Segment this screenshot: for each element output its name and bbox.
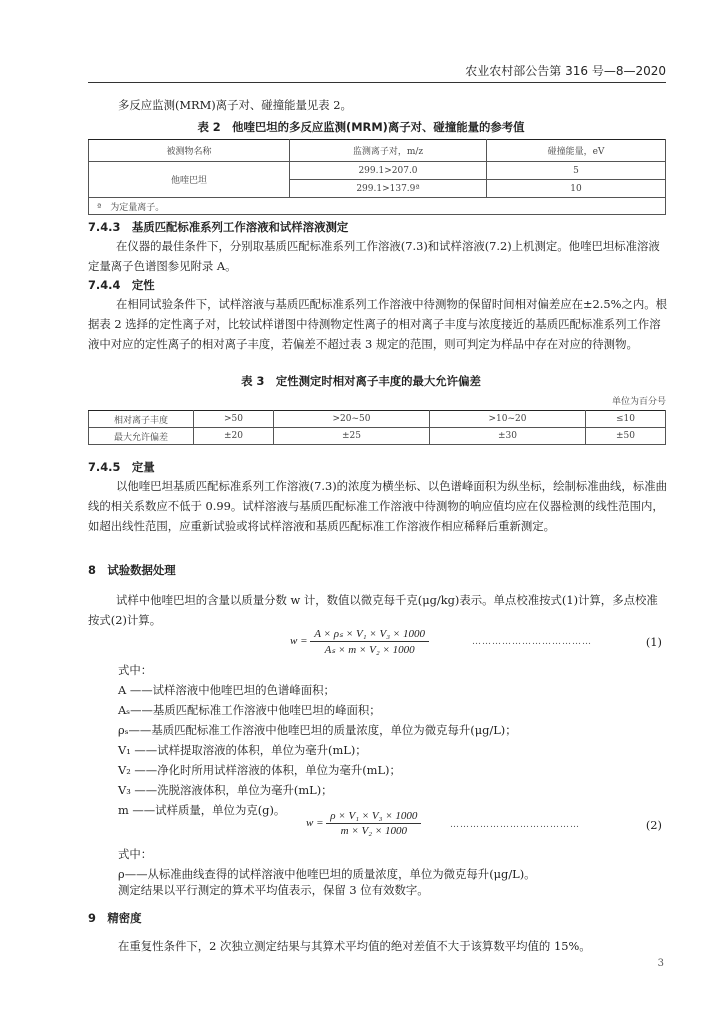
definition-As: Aₛ——基质匹配标准工作溶液中他喹巴坦的峰面积； [118, 703, 381, 717]
table2-header-ion-pair: 监测离子对，m/z [290, 140, 487, 162]
table2-analyte: 他喹巴坦 [89, 162, 290, 198]
table2-energy: 10 [487, 180, 666, 198]
table2-footnote: ª 为定量离子。 [89, 198, 666, 215]
definition-V3: V₃ ——洗脱溶液体积，单位为毫升(mL)； [118, 783, 333, 797]
formula-1-lhs: w = [290, 635, 308, 648]
intro-line: 多反应监测(MRM)离子对、碰撞能量见表 2。 [118, 98, 352, 112]
result-note: 测定结果以平行测定的算术平均值表示，保留 3 位有效数字。 [118, 883, 429, 897]
definition-m: m ——试样质量，单位为克(g)。 [118, 803, 286, 817]
table3-cell: ±25 [274, 428, 430, 445]
formula-1-leader: ……………………………… [472, 637, 592, 647]
where-label-2: 式中： [118, 847, 153, 861]
formula-2-denominator: m × V₂ × 1000 [340, 825, 407, 837]
formula-2-lhs: w = [306, 817, 324, 830]
table2-caption: 表 2 他喹巴坦的多反应监测(MRM)离子对、碰撞能量的参考值 [197, 120, 525, 134]
table3-cell: ±50 [586, 428, 666, 445]
section-8-title: 8 试验数据处理 [88, 563, 176, 577]
section-7-4-5-text: 以他喹巴坦基质匹配标准系列工作溶液(7.3)的浓度为横坐标、以色谱峰面积为纵坐标，绘制标准曲线，标准曲线的相关系数应不低于 0.99。试样溶液与基质匹配标准工作溶液中待测物的响应值均应在仪器检测的线性范围内，如超出线性范围，应重新试验或将试样溶液和基质匹配标准工作溶液作相应稀释后重新测定。 [88, 479, 667, 533]
section-7-4-4-title: 7.4.4 定性 [88, 278, 155, 292]
formula-2-number: (2) [645, 818, 662, 832]
table2-ion-pair: 299.1>207.0 [290, 162, 487, 180]
where-label: 式中： [118, 663, 153, 677]
formula-2-leader: ………………………………… [450, 820, 580, 830]
formula-1-number: (1) [645, 635, 662, 649]
table2 [88, 139, 666, 215]
definition-V2: V₂ ——净化时所用试样溶液的体积，单位为毫升(mL)； [118, 763, 401, 777]
formula-1-fraction [310, 627, 429, 656]
section-7-4-4-text: 在相同试验条件下，试样溶液与基质匹配标准系列工作溶液中待测物的保留时间相对偏差应在±2.5%之内。根据表 2 选择的定性离子对，比较试样谱图中待测物定性离子的相对离子丰度与浓度接近的基质匹配标准系列工作溶液中对应的定性离子的相对离子丰度，若偏差不超过表 3 规定的范围，则可判定为样品中存在对应的待测物。 [88, 297, 668, 351]
table3-caption: 表 3 定性测定时相对离子丰度的最大允许偏差 [241, 374, 481, 388]
section-9-text: 在重复性条件下，2 次独立测定结果与其算术平均值的绝对差值不大于该算数平均值的 15%。 [118, 939, 591, 953]
table3-cell: >50 [194, 411, 274, 428]
table3-cell: >20~50 [274, 411, 430, 428]
page-number: 3 [657, 958, 664, 969]
table3-unit: 单位为百分号 [611, 397, 666, 407]
formula-2-numerator: ρ × V₁ × V₃ × 1000 [326, 810, 421, 824]
formula-1-denominator: Aₛ × m × V₂ × 1000 [324, 644, 415, 656]
section-8-text: 试样中他喹巴坦的含量以质量分数 w 计，数值以微克每千克(μg/kg)表示。单点校准按式(1)计算，多点校准按式(2)计算。 [88, 593, 658, 627]
table3-row-label: 最大允许偏差 [89, 428, 194, 445]
table3-row-label: 相对离子丰度 [89, 411, 194, 428]
table3-cell: ±20 [194, 428, 274, 445]
table2-header-analyte: 被测物名称 [89, 140, 290, 162]
definition-A: A ——试样溶液中他喹巴坦的色谱峰面积； [118, 683, 335, 697]
definition-rho: ρ——从标准曲线查得的试样溶液中他喹巴坦的质量浓度，单位为微克每升(μg/L)。 [118, 867, 536, 881]
section-7-4-3-title: 7.4.3 基质匹配标准系列工作溶液和试样溶液测定 [88, 220, 349, 234]
header-rule [88, 82, 666, 83]
section-9-title: 9 精密度 [88, 911, 142, 925]
table2-ion-pair: 299.1>137.9ª [290, 180, 487, 198]
document-header: 农业农村部公告第 316 号—8—2020 [465, 64, 666, 78]
definition-rho-s: ρₛ——基质匹配标准工作溶液中他喹巴坦的质量浓度，单位为微克每升(μg/L)； [118, 723, 517, 737]
table3 [88, 410, 666, 445]
formula-2 [306, 810, 421, 837]
table2-header-energy: 碰撞能量，eV [487, 140, 666, 162]
formula-2-fraction [326, 810, 421, 837]
table3-cell: >10~20 [430, 411, 586, 428]
section-7-4-3-text: 在仪器的最佳条件下，分别取基质匹配标准系列工作溶液(7.3)和试样溶液(7.2)上机测定。他喹巴坦标准溶液定量离子色谱图参见附录 A。 [88, 239, 660, 273]
definition-V1: V₁ ——试样提取溶液的体积，单位为毫升(mL)； [118, 743, 367, 757]
table3-cell: ≤10 [586, 411, 666, 428]
formula-1-numerator: A × ρₛ × V₁ × V₃ × 1000 [310, 627, 429, 642]
section-7-4-5-title: 7.4.5 定量 [88, 460, 155, 474]
table2-energy: 5 [487, 162, 666, 180]
formula-1 [290, 627, 429, 656]
table3-cell: ±30 [430, 428, 586, 445]
